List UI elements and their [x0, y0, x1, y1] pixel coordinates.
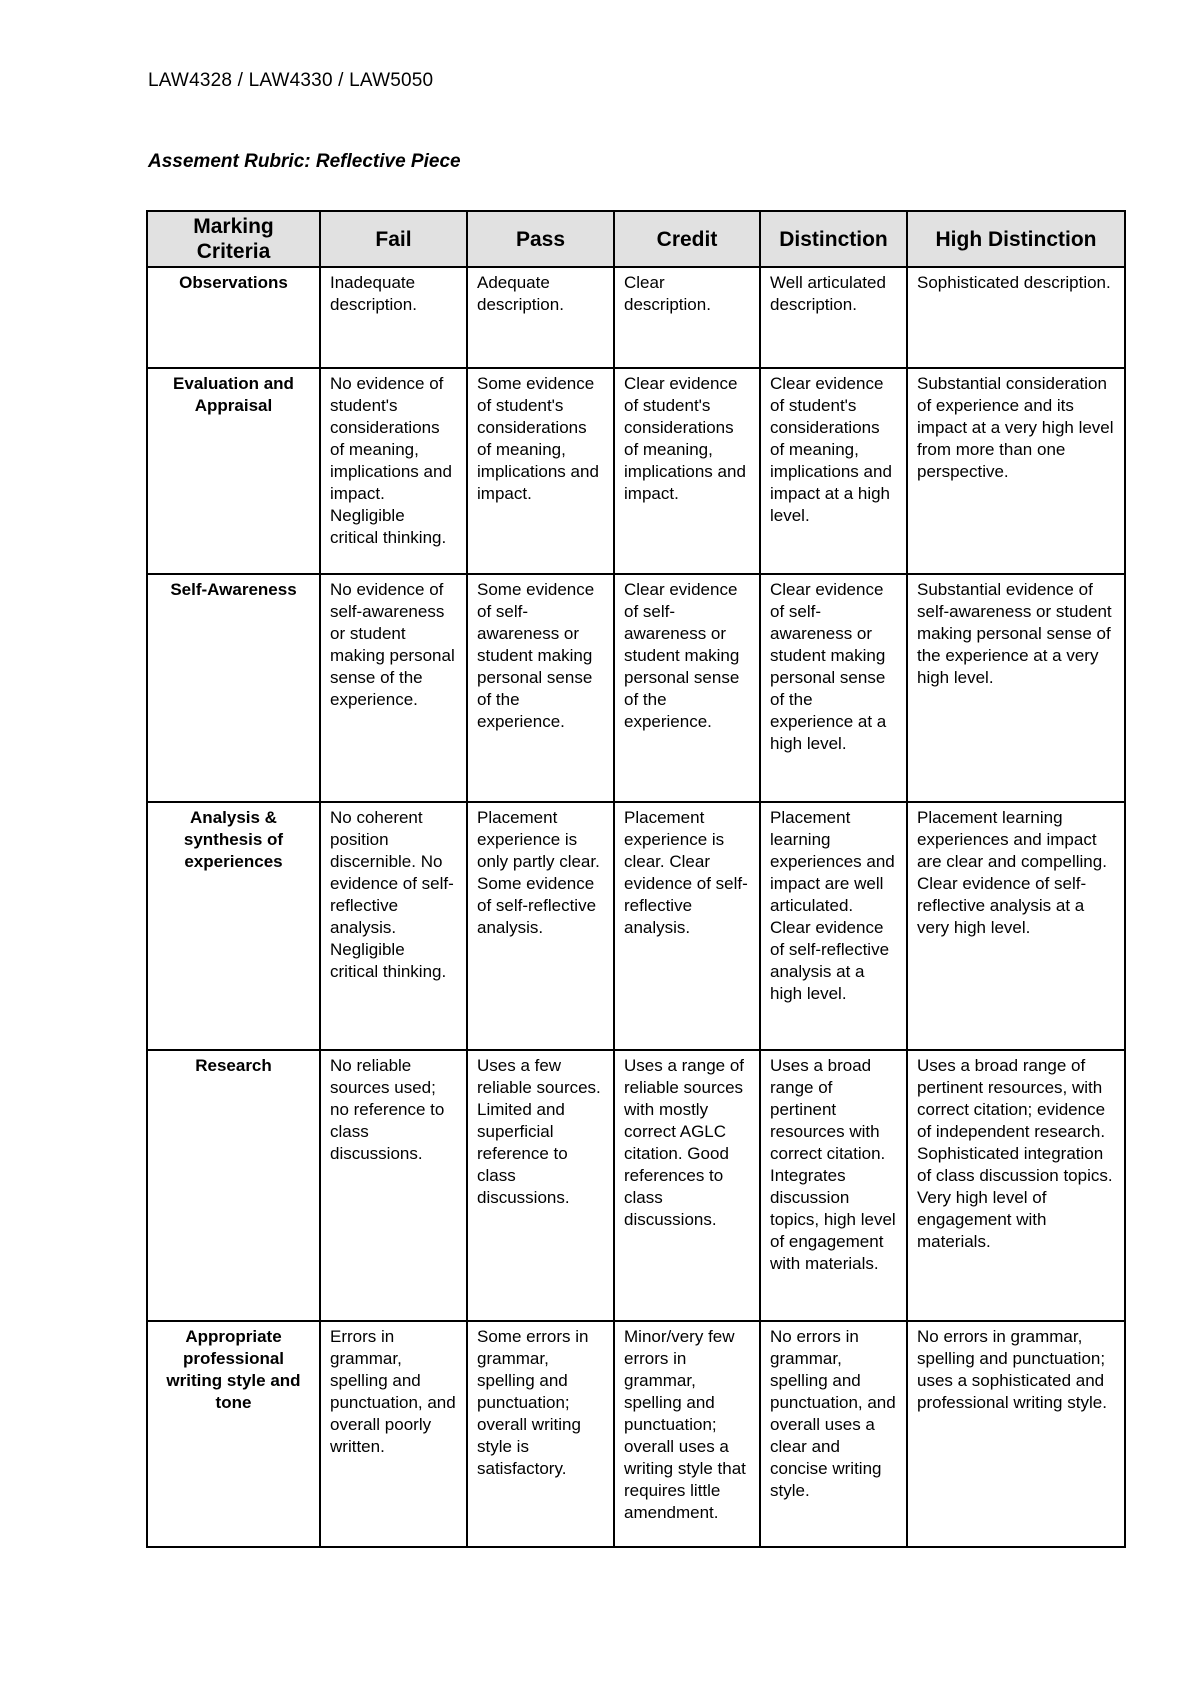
cell-pass: Some evidence of student's considerations of meaning, implications and impact.: [467, 368, 614, 574]
criterion-label: Appropriate professional writing style and tone: [147, 1321, 320, 1547]
cell-credit: Clear evidence of self-awareness or student making personal sense of the experience.: [614, 574, 760, 802]
cell-pass: Uses a few reliable sources. Limited and superficial reference to class discussions.: [467, 1050, 614, 1321]
cell-high-distinction: Uses a broad range of pertinent resources, with correct citation; evidence of independent research. Sophisticated integration of class discussion topics. Very high level of engagement with materials.: [907, 1050, 1125, 1321]
cell-credit: Uses a range of reliable sources with mostly correct AGLC citation. Good references to class discussions.: [614, 1050, 760, 1321]
cell-fail: Errors in grammar, spelling and punctuation, and overall poorly written.: [320, 1321, 467, 1547]
rubric-header-row: [147, 211, 1125, 267]
cell-high-distinction: Placement learning experiences and impact are clear and compelling. Clear evidence of self-reflective analysis at a very high level.: [907, 802, 1125, 1050]
cell-distinction: Clear evidence of self-awareness or student making personal sense of the experience at a high level.: [760, 574, 907, 802]
criterion-label: Observations: [147, 267, 320, 368]
course-codes: LAW4328 / LAW4330 / LAW5050: [148, 70, 434, 91]
rubric-row-observations: [147, 267, 1125, 368]
rubric-table: [146, 210, 1126, 1548]
header-marking-criteria: Marking Criteria: [147, 211, 320, 267]
cell-fail: No coherent position discernible. No evidence of self-reflective analysis. Negligible critical thinking.: [320, 802, 467, 1050]
criterion-label: Evaluation and Appraisal: [147, 368, 320, 574]
cell-pass: Some evidence of self-awareness or student making personal sense of the experience.: [467, 574, 614, 802]
cell-high-distinction: Substantial evidence of self-awareness or student making personal sense of the experience at a very high level.: [907, 574, 1125, 802]
cell-distinction: Well articulated description.: [760, 267, 907, 368]
rubric-row-research: [147, 1050, 1125, 1321]
cell-fail: No reliable sources used; no reference to class discussions.: [320, 1050, 467, 1321]
header-high-distinction: High Distinction: [907, 211, 1125, 267]
header-credit: Credit: [614, 211, 760, 267]
cell-distinction: Uses a broad range of pertinent resources with correct citation. Integrates discussion topics, high level of engagement with materials.: [760, 1050, 907, 1321]
rubric-row-evaluation: [147, 368, 1125, 574]
cell-credit: Clear evidence of student's considerations of meaning, implications and impact.: [614, 368, 760, 574]
header-distinction: Distinction: [760, 211, 907, 267]
cell-credit: Minor/very few errors in grammar, spelling and punctuation; overall uses a writing style that requires little amendment.: [614, 1321, 760, 1547]
rubric-row-self-awareness: [147, 574, 1125, 802]
cell-fail: Inadequate description.: [320, 267, 467, 368]
cell-fail: No evidence of student's considerations of meaning, implications and impact. Negligible critical thinking.: [320, 368, 467, 574]
header-pass: Pass: [467, 211, 614, 267]
criterion-label: Analysis & synthesis of experiences: [147, 802, 320, 1050]
criterion-label: Research: [147, 1050, 320, 1321]
cell-distinction: Placement learning experiences and impact are well articulated. Clear evidence of self-reflective analysis at a high level.: [760, 802, 907, 1050]
document-title: Assement Rubric: Reflective Piece: [148, 151, 461, 172]
cell-fail: No evidence of self-awareness or student making personal sense of the experience.: [320, 574, 467, 802]
cell-distinction: Clear evidence of student's considerations of meaning, implications and impact at a high level.: [760, 368, 907, 574]
cell-credit: Placement experience is clear. Clear evidence of self-reflective analysis.: [614, 802, 760, 1050]
criterion-label: Self-Awareness: [147, 574, 320, 802]
rubric-row-writing-style: [147, 1321, 1125, 1547]
cell-pass: Placement experience is only partly clear. Some evidence of self-reflective analysis.: [467, 802, 614, 1050]
cell-pass: Some errors in grammar, spelling and punctuation; overall writing style is satisfactory.: [467, 1321, 614, 1547]
cell-high-distinction: Sophisticated description.: [907, 267, 1125, 368]
cell-high-distinction: Substantial consideration of experience and its impact at a very high level from more than one perspective.: [907, 368, 1125, 574]
cell-distinction: No errors in grammar, spelling and punctuation, and overall uses a clear and concise writing style.: [760, 1321, 907, 1547]
cell-high-distinction: No errors in grammar, spelling and punctuation; uses a sophisticated and professional writing style.: [907, 1321, 1125, 1547]
cell-credit: Clear description.: [614, 267, 760, 368]
header-fail: Fail: [320, 211, 467, 267]
cell-pass: Adequate description.: [467, 267, 614, 368]
rubric-row-analysis: [147, 802, 1125, 1050]
